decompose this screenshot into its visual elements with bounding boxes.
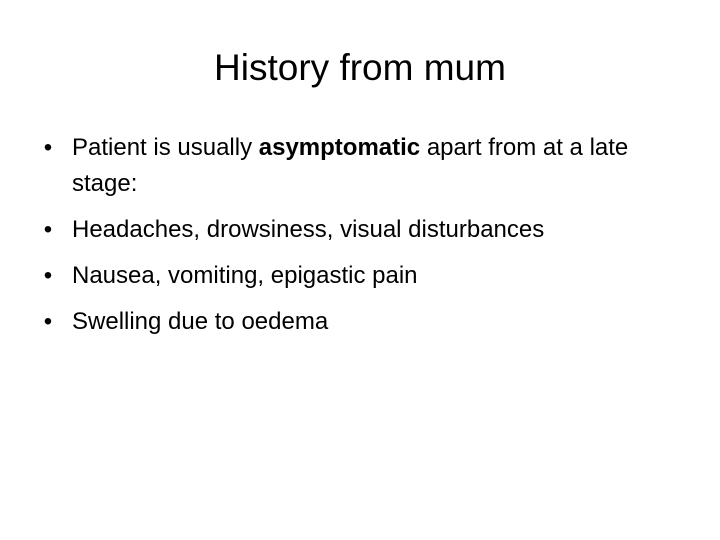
bullet-text: Headaches, drowsiness, visual disturbances [72, 216, 545, 243]
bullet-item-swelling [36, 304, 676, 340]
bullet-icon: • [43, 216, 53, 243]
bullet-item-headaches [36, 212, 676, 248]
bullet-text: Swelling due to oedema [72, 308, 329, 335]
bullet-icon: • [43, 134, 53, 161]
bullet-text-emphasis: asymptomatic [258, 134, 421, 161]
bullet-icon: • [43, 262, 53, 289]
slide-title: History from mum [214, 47, 506, 88]
bullet-item-asymptomatic [36, 130, 676, 202]
bullet-item-nausea [36, 258, 676, 294]
bullet-text-lead: Patient is usually [72, 134, 259, 161]
bullet-text-tail: apart from at a late stage: [72, 134, 629, 197]
bullet-list [36, 130, 676, 350]
bullet-icon: • [43, 308, 53, 335]
bullet-text: Nausea, vomiting, epigastic pain [72, 262, 418, 289]
